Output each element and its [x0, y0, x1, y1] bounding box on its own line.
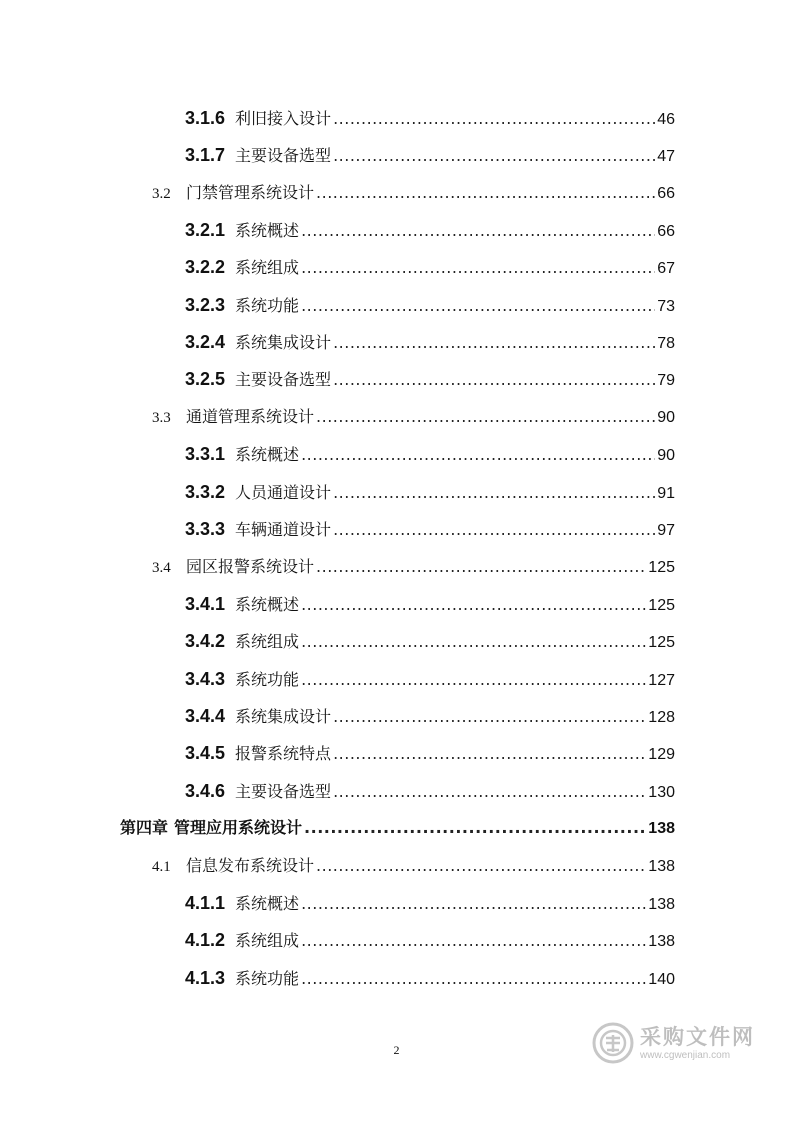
toc-entry-page: 129 — [648, 746, 675, 763]
toc-entry[interactable] — [185, 891, 675, 915]
toc-entry-number: 3.3.2 — [185, 482, 226, 502]
toc-entry-title: 通道管理系统设计 — [186, 407, 315, 426]
toc-entry-title: 系统功能 — [235, 670, 300, 689]
toc-entry[interactable] — [152, 555, 675, 579]
toc-entry[interactable] — [185, 928, 675, 952]
toc-entry-title: 系统概述 — [235, 894, 300, 913]
toc-entry-page: 127 — [648, 672, 675, 689]
toc-entry-number: 3.2 — [152, 186, 171, 202]
toc-entry-number: 3.3 — [152, 410, 171, 426]
toc-entry-number: 4.1 — [152, 859, 171, 875]
toc-entry-page: 66 — [657, 223, 675, 240]
toc-entry-title: 主要设备选型 — [235, 782, 332, 801]
toc-entry-title: 利旧接入设计 — [235, 109, 332, 128]
watermark-url: www.cgwenjian.com — [640, 1050, 731, 1061]
toc-entry-number: 3.2.4 — [185, 332, 226, 352]
toc-dot-leader — [333, 742, 646, 766]
toc-entry-title: 系统组成 — [235, 258, 300, 277]
toc-entry-page: 91 — [657, 485, 675, 502]
toc-entry[interactable] — [185, 592, 675, 616]
toc-entry-number: 3.1.6 — [185, 108, 226, 128]
toc-entry[interactable] — [152, 405, 675, 429]
toc-entry-page: 128 — [648, 709, 675, 726]
toc-dot-leader — [301, 219, 655, 243]
toc-entry-number: 3.4.5 — [185, 743, 226, 763]
toc-entry-page: 90 — [657, 409, 675, 426]
toc-chapter-number: 第四章 — [120, 818, 169, 837]
toc-entry-number: 3.4 — [152, 560, 171, 576]
toc-dot-leader — [301, 294, 655, 318]
toc-entry-page: 66 — [657, 185, 675, 202]
toc-entry-title: 系统功能 — [235, 969, 300, 988]
toc-entry-number: 3.2.3 — [185, 295, 226, 315]
toc-entry[interactable] — [185, 667, 675, 691]
toc-entry-page: 125 — [648, 597, 675, 614]
toc-entry[interactable] — [185, 293, 675, 317]
toc-entry-title: 报警系统特点 — [235, 744, 332, 763]
toc-entry[interactable] — [185, 367, 675, 391]
toc-dot-leader — [301, 630, 646, 654]
toc-entry[interactable] — [185, 629, 675, 653]
toc-entry-number: 3.3.1 — [185, 444, 226, 464]
watermark — [592, 1022, 755, 1064]
toc-entry-page: 140 — [648, 971, 675, 988]
toc-entry[interactable] — [185, 143, 675, 167]
toc-entry[interactable] — [185, 330, 675, 354]
toc-dot-leader — [333, 144, 655, 168]
toc-dot-leader — [301, 967, 646, 991]
toc-dot-leader — [301, 256, 655, 280]
toc-entry[interactable] — [185, 106, 675, 130]
toc-entry-title: 系统概述 — [235, 445, 300, 464]
toc-entry-number: 3.2.5 — [185, 369, 226, 389]
toc-entry[interactable] — [185, 704, 675, 728]
toc-entry-title: 信息发布系统设计 — [186, 856, 315, 875]
toc-entry-title: 系统概述 — [235, 595, 300, 614]
toc-entry-number: 3.2.1 — [185, 220, 226, 240]
toc-entry-page: 79 — [657, 372, 675, 389]
toc-chapter-page: 138 — [648, 820, 675, 837]
toc-entry-number: 3.4.6 — [185, 781, 226, 801]
toc-dot-leader — [316, 405, 655, 429]
toc-entry-page: 73 — [657, 298, 675, 315]
toc-dot-leader — [333, 331, 655, 355]
toc-entry[interactable] — [185, 517, 675, 541]
toc-entry-page: 130 — [648, 784, 675, 801]
toc-dot-leader — [301, 668, 646, 692]
toc-dot-leader — [301, 929, 646, 953]
toc-dot-leader — [301, 443, 655, 467]
toc-entry-title: 车辆通道设计 — [235, 520, 332, 539]
toc-entry-page: 138 — [648, 933, 675, 950]
toc-entry-number: 3.4.3 — [185, 669, 226, 689]
toc-entry-title: 人员通道设计 — [235, 483, 332, 502]
toc-entry-page: 138 — [648, 896, 675, 913]
toc-entry-page: 125 — [648, 634, 675, 651]
toc-entry-page: 125 — [648, 559, 675, 576]
toc-entry-number: 3.3.3 — [185, 519, 226, 539]
toc-entry[interactable] — [152, 181, 675, 205]
toc-entry-title: 系统功能 — [235, 296, 300, 315]
toc-dot-leader — [316, 181, 655, 205]
toc-chapter-entry[interactable] — [120, 816, 675, 840]
toc-entry-number: 3.2.2 — [185, 257, 226, 277]
toc-entry[interactable] — [185, 218, 675, 242]
toc-entry-title: 系统集成设计 — [235, 707, 332, 726]
toc-entry-title: 系统组成 — [235, 931, 300, 950]
toc-entry-number: 4.1.3 — [185, 968, 226, 988]
toc-dot-leader — [304, 816, 646, 840]
toc-entry-page: 78 — [657, 335, 675, 352]
toc-entry-page: 90 — [657, 447, 675, 464]
toc-entry[interactable] — [185, 779, 675, 803]
toc-dot-leader — [333, 780, 646, 804]
toc-entry-title: 系统集成设计 — [235, 333, 332, 352]
toc-entry-title: 园区报警系统设计 — [186, 557, 315, 576]
toc-dot-leader — [333, 481, 655, 505]
toc-entry-page: 138 — [648, 858, 675, 875]
toc-dot-leader — [316, 555, 646, 579]
toc-chapter-title: 管理应用系统设计 — [174, 818, 303, 837]
toc-entry[interactable] — [185, 442, 675, 466]
toc-entry[interactable] — [185, 966, 675, 990]
toc-dot-leader — [301, 593, 646, 617]
toc-entry-title: 系统概述 — [235, 221, 300, 240]
toc-entry-number: 3.4.4 — [185, 706, 226, 726]
toc-dot-leader — [333, 107, 655, 131]
toc-entry-title: 主要设备选型 — [235, 146, 332, 165]
toc-entry[interactable] — [185, 741, 675, 765]
toc-entry-number: 4.1.2 — [185, 930, 226, 950]
toc-entry-title: 系统组成 — [235, 632, 300, 651]
toc-entry-number: 3.4.2 — [185, 631, 226, 651]
toc-entry-page: 47 — [657, 148, 675, 165]
toc-entry-title: 门禁管理系统设计 — [186, 183, 315, 202]
toc-entry-page: 46 — [657, 111, 675, 128]
toc-dot-leader — [316, 854, 646, 878]
toc-entry-number: 3.4.1 — [185, 594, 226, 614]
toc-dot-leader — [333, 368, 655, 392]
toc-dot-leader — [333, 518, 655, 542]
page-number: 2 — [393, 1043, 400, 1057]
toc-entry-page: 67 — [657, 260, 675, 277]
toc-dot-leader — [301, 892, 646, 916]
watermark-name: 采购文件网 — [640, 1025, 755, 1049]
watermark-logo-icon — [592, 1022, 634, 1064]
toc-entry-title: 主要设备选型 — [235, 370, 332, 389]
toc-entry-number: 4.1.1 — [185, 893, 226, 913]
toc-entry-number: 3.1.7 — [185, 145, 226, 165]
toc-entry[interactable] — [185, 255, 675, 279]
toc-entry[interactable] — [152, 854, 675, 878]
toc-dot-leader — [333, 705, 646, 729]
toc-entry[interactable] — [185, 480, 675, 504]
toc-entry-page: 97 — [657, 522, 675, 539]
